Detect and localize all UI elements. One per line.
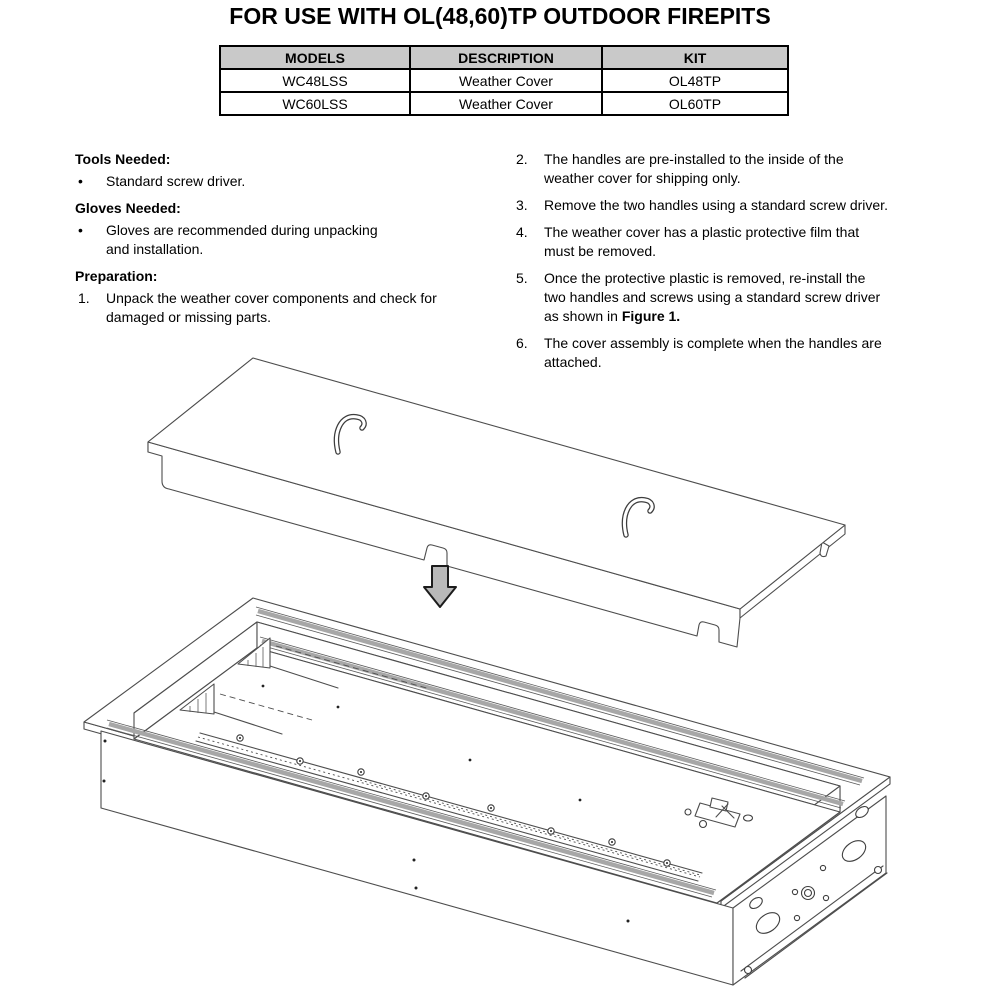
text-line: Gloves are recommended during unpacking [106, 222, 378, 238]
header-models: MODELS [220, 46, 410, 69]
text-line: Once the protective plastic is removed, re-install the [544, 270, 866, 286]
left-column [75, 150, 505, 335]
figure-reference: Figure 1. [621, 308, 681, 324]
text-line: attached. [544, 354, 602, 370]
step-3-text [544, 196, 943, 215]
header-description: DESCRIPTION [410, 46, 602, 69]
gloves-bullet-item [75, 221, 505, 259]
cell-model: WC60LSS [220, 92, 410, 115]
step-5 [513, 269, 943, 326]
text-line: and installation. [106, 241, 204, 257]
text-line: Unpack the weather cover components and check for [106, 290, 437, 306]
step-number: 6. [516, 335, 528, 351]
figure-assembly-diagram [0, 345, 1000, 1000]
tools-bullet-item [75, 172, 505, 191]
header-kit: KIT [602, 46, 788, 69]
step-number: 5. [516, 270, 528, 286]
bullet-icon: • [78, 173, 83, 189]
step-number: 2. [516, 151, 528, 167]
text-line: must be removed. [544, 243, 657, 259]
cell-description: Weather Cover [410, 69, 602, 92]
step-3 [513, 196, 943, 215]
text-line: damaged or missing parts. [106, 309, 271, 325]
bullet-icon: • [78, 222, 83, 238]
cell-model: WC48LSS [220, 69, 410, 92]
step-4 [513, 223, 943, 261]
table-header-row [220, 46, 788, 69]
text-line: The handles are pre-installed to the inside of the [544, 151, 844, 167]
step-1 [75, 289, 505, 327]
text-line: Remove the two handles using a standard screw driver. [544, 197, 888, 213]
gloves-item-text [106, 221, 505, 259]
step-number: 4. [516, 224, 528, 240]
tools-item-text: Standard screw driver. [106, 173, 246, 189]
firepit-box-drawing [84, 598, 890, 985]
preparation-heading: Preparation: [75, 268, 158, 284]
text-fragment: as shown in [544, 308, 622, 324]
step-2 [513, 150, 943, 188]
step-number: 3. [516, 197, 528, 213]
text-line [544, 307, 943, 326]
step-5-text [544, 269, 943, 326]
page-title: FOR USE WITH OL(48,60)TP OUTDOOR FIREPITS [229, 3, 771, 29]
tools-needed-heading: Tools Needed: [75, 151, 171, 167]
step-2-text [544, 150, 943, 188]
cell-kit: OL60TP [602, 92, 788, 115]
text-line: The weather cover has a plastic protective film that [544, 224, 860, 240]
table-row [220, 69, 788, 92]
table-row [220, 92, 788, 115]
cell-description: Weather Cover [410, 92, 602, 115]
models-table [219, 45, 789, 116]
text-line: The cover assembly is complete when the handles are [544, 335, 882, 351]
step-4-text [544, 223, 943, 261]
cell-kit: OL48TP [602, 69, 788, 92]
gloves-needed-heading: Gloves Needed: [75, 200, 181, 216]
text-line: weather cover for shipping only. [544, 170, 741, 186]
step-number: 1. [78, 290, 90, 306]
down-arrow-icon [424, 566, 456, 607]
step-1-text [106, 289, 505, 327]
text-line: two handles and screws using a standard screw driver [544, 289, 881, 305]
